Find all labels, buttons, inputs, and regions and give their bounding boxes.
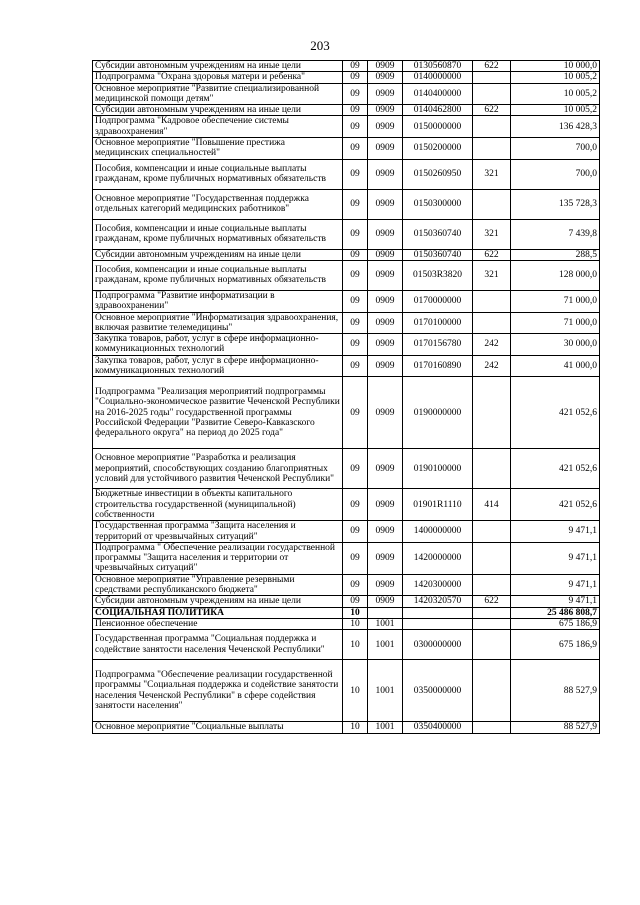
row-amount: 9 471,1: [511, 596, 600, 607]
row-name: Субсидии автономным учреждениям на иные цели: [93, 249, 343, 260]
row-expense-type: 321: [473, 159, 511, 189]
table-row: [93, 630, 600, 660]
table-row: [93, 105, 600, 116]
row-name: Основное мероприятие "Информатизация здравоохранения, включая развитие телемедицины": [93, 312, 343, 334]
row-section-code: 09: [343, 219, 368, 249]
row-section-code: 10: [343, 607, 368, 618]
row-subsection-code: 0909: [368, 219, 403, 249]
row-target-article: 0140462800: [403, 105, 473, 116]
row-expense-type: [473, 83, 511, 105]
row-subsection-code: 0909: [368, 249, 403, 260]
row-amount: 700,0: [511, 159, 600, 189]
row-section-code: 10: [343, 618, 368, 629]
table-row: [93, 290, 600, 312]
row-amount: 10 005,2: [511, 83, 600, 105]
row-target-article: 0350000000: [403, 660, 473, 722]
table-row: [93, 72, 600, 83]
row-expense-type: [473, 542, 511, 574]
row-target-article: 0170160890: [403, 355, 473, 377]
row-amount: 88 527,9: [511, 660, 600, 722]
row-subsection-code: 0909: [368, 138, 403, 160]
row-subsection-code: 0909: [368, 72, 403, 83]
row-expense-type: [473, 660, 511, 722]
row-section-code: 10: [343, 722, 368, 733]
row-amount: 421 052,6: [511, 489, 600, 521]
table-row: [93, 61, 600, 72]
row-name: Основное мероприятие "Развитие специализированной медицинской помощи детям": [93, 83, 343, 105]
row-expense-type: [473, 377, 511, 449]
table-row: [93, 618, 600, 629]
table-row: [93, 138, 600, 160]
row-expense-type: 622: [473, 249, 511, 260]
row-target-article: 0350400000: [403, 722, 473, 733]
row-expense-type: 321: [473, 260, 511, 290]
row-subsection-code: 1001: [368, 630, 403, 660]
row-target-article: 1400000000: [403, 521, 473, 543]
row-expense-type: 622: [473, 105, 511, 116]
table-row: [93, 722, 600, 733]
table-row: [93, 260, 600, 290]
row-amount: 10 005,2: [511, 105, 600, 116]
row-target-article: 01503R3820: [403, 260, 473, 290]
row-name: Основное мероприятие "Повышение престижа медицинских специальностей": [93, 138, 343, 160]
row-section-code: 09: [343, 596, 368, 607]
table-row: [93, 489, 600, 521]
row-expense-type: 242: [473, 334, 511, 356]
row-name: Государственная программа "Социальная поддержка и содействие занятости населения Чеченской Республики": [93, 630, 343, 660]
row-name: Основное мероприятие "Разработка и реализация мероприятий, способствующих созданию благоприятных условий для устойчивого развития Чеченской Республики": [93, 449, 343, 489]
table-row: [93, 334, 600, 356]
row-name: Подпрограмма "Кадровое обеспечение системы здравоохранения": [93, 116, 343, 138]
row-section-code: 09: [343, 105, 368, 116]
row-name: Основное мероприятие "Социальные выплаты: [93, 722, 343, 733]
row-name: Пособия, компенсации и иные социальные выплаты гражданам, кроме публичных нормативных обязательств: [93, 219, 343, 249]
table-row: [93, 249, 600, 260]
row-target-article: 0140000000: [403, 72, 473, 83]
row-subsection-code: 0909: [368, 83, 403, 105]
row-name: Подпрограмма "Реализация мероприятий подпрограммы "Социально-экономическое развитие Чеченской Республики на 2016-2025 годы" государственной программы Российской Федерации "Развитие Северо-Кавказского федерального округа" на период до 2025 года": [93, 377, 343, 449]
table-row: [93, 189, 600, 219]
row-target-article: 0150300000: [403, 189, 473, 219]
table-row: [93, 660, 600, 722]
row-target-article: 0130560870: [403, 61, 473, 72]
row-expense-type: [473, 449, 511, 489]
row-amount: 135 728,3: [511, 189, 600, 219]
row-expense-type: [473, 290, 511, 312]
row-target-article: 1420320570: [403, 596, 473, 607]
row-subsection-code: 0909: [368, 449, 403, 489]
row-section-code: 09: [343, 249, 368, 260]
row-subsection-code: 0909: [368, 377, 403, 449]
row-amount: 71 000,0: [511, 312, 600, 334]
row-expense-type: [473, 138, 511, 160]
row-target-article: [403, 618, 473, 629]
row-amount: 9 471,1: [511, 574, 600, 596]
row-name: Основное мероприятие "Управление резервными средствами республиканского бюджета": [93, 574, 343, 596]
table-row: [93, 159, 600, 189]
row-amount: 41 000,0: [511, 355, 600, 377]
row-expense-type: [473, 189, 511, 219]
row-expense-type: [473, 72, 511, 83]
row-name: Государственная программа "Защита населения и территорий от чрезвычайных ситуаций": [93, 521, 343, 543]
row-amount: 128 000,0: [511, 260, 600, 290]
row-amount: 88 527,9: [511, 722, 600, 733]
row-target-article: 0150360740: [403, 249, 473, 260]
row-expense-type: [473, 630, 511, 660]
row-expense-type: [473, 116, 511, 138]
row-target-article: 0190100000: [403, 449, 473, 489]
row-subsection-code: 0909: [368, 105, 403, 116]
row-name: Пособия, компенсации и иные социальные выплаты гражданам, кроме публичных нормативных обязательств: [93, 260, 343, 290]
row-name: Подпрограмма "Охрана здоровья матери и ребенка": [93, 72, 343, 83]
row-name: Подпрограмма "Развитие информатизации в здравоохранении": [93, 290, 343, 312]
row-expense-type: 242: [473, 355, 511, 377]
row-target-article: 0170000000: [403, 290, 473, 312]
row-name: Субсидии автономным учреждениям на иные цели: [93, 105, 343, 116]
row-amount: 675 186,9: [511, 618, 600, 629]
row-section-code: 09: [343, 116, 368, 138]
row-name: Субсидии автономным учреждениям на иные цели: [93, 596, 343, 607]
row-name: Подпрограмма "Обеспечение реализации государственной программы "Социальная поддержка и содействие занятости населения Чеченской Республики" в сфере содействия занятости населения": [93, 660, 343, 722]
row-section-code: 10: [343, 630, 368, 660]
row-name: СОЦИАЛЬНАЯ ПОЛИТИКА: [93, 607, 343, 618]
row-subsection-code: 0909: [368, 355, 403, 377]
row-expense-type: 414: [473, 489, 511, 521]
row-amount: 25 486 808,7: [511, 607, 600, 618]
row-target-article: 1420000000: [403, 542, 473, 574]
row-section-code: 09: [343, 189, 368, 219]
row-expense-type: [473, 574, 511, 596]
row-subsection-code: 0909: [368, 489, 403, 521]
row-target-article: 01901R1110: [403, 489, 473, 521]
row-section-code: 09: [343, 521, 368, 543]
row-target-article: 0300000000: [403, 630, 473, 660]
row-amount: 421 052,6: [511, 377, 600, 449]
row-amount: 7 439,8: [511, 219, 600, 249]
row-target-article: 1420300000: [403, 574, 473, 596]
row-name: Бюджетные инвестиции в объекты капитального строительства государственной (муниципальной) собственности: [93, 489, 343, 521]
row-name: Пособия, компенсации и иные социальные выплаты гражданам, кроме публичных нормативных обязательств: [93, 159, 343, 189]
row-name: Закупка товаров, работ, услуг в сфере информационно-коммуникационных технологий: [93, 334, 343, 356]
row-target-article: 0170100000: [403, 312, 473, 334]
row-section-code: 09: [343, 334, 368, 356]
row-target-article: 0170156780: [403, 334, 473, 356]
row-section-code: 09: [343, 260, 368, 290]
row-subsection-code: 0909: [368, 334, 403, 356]
row-target-article: 0150000000: [403, 116, 473, 138]
row-name: Пенсионное обеспечение: [93, 618, 343, 629]
row-subsection-code: 1001: [368, 618, 403, 629]
row-target-article: 0150260950: [403, 159, 473, 189]
row-amount: 9 471,1: [511, 521, 600, 543]
row-expense-type: [473, 607, 511, 618]
row-section-code: 09: [343, 542, 368, 574]
row-subsection-code: 0909: [368, 596, 403, 607]
row-target-article: 0150360740: [403, 219, 473, 249]
row-amount: 288,5: [511, 249, 600, 260]
row-section-code: 09: [343, 61, 368, 72]
row-expense-type: [473, 521, 511, 543]
row-target-article: 0190000000: [403, 377, 473, 449]
row-section-code: 09: [343, 290, 368, 312]
row-section-code: 09: [343, 574, 368, 596]
row-section-code: 09: [343, 355, 368, 377]
row-section-code: 09: [343, 449, 368, 489]
row-name: Закупка товаров, работ, услуг в сфере информационно-коммуникационных технологий: [93, 355, 343, 377]
row-amount: 9 471,1: [511, 542, 600, 574]
row-amount: 421 052,6: [511, 449, 600, 489]
row-subsection-code: 0909: [368, 159, 403, 189]
row-subsection-code: 0909: [368, 260, 403, 290]
row-target-article: [403, 607, 473, 618]
table-row: [93, 355, 600, 377]
row-section-code: 09: [343, 138, 368, 160]
row-section-code: 09: [343, 489, 368, 521]
row-amount: 675 186,9: [511, 630, 600, 660]
row-target-article: 0140400000: [403, 83, 473, 105]
table-row: [93, 521, 600, 543]
table-row: [93, 542, 600, 574]
row-expense-type: [473, 618, 511, 629]
row-name: Подпрограмма " Обеспечение реализации государственной программы "Защита населения и территории от чрезвычайных ситуаций": [93, 542, 343, 574]
row-expense-type: 321: [473, 219, 511, 249]
row-subsection-code: 0909: [368, 116, 403, 138]
budget-table-body: [93, 61, 600, 734]
table-row: [93, 83, 600, 105]
row-subsection-code: 0909: [368, 61, 403, 72]
row-subsection-code: [368, 607, 403, 618]
table-row: [93, 574, 600, 596]
row-amount: 71 000,0: [511, 290, 600, 312]
table-row: [93, 449, 600, 489]
table-row: [93, 607, 600, 618]
table-row: [93, 377, 600, 449]
row-expense-type: 622: [473, 61, 511, 72]
row-subsection-code: 0909: [368, 521, 403, 543]
table-row: [93, 116, 600, 138]
row-subsection-code: 0909: [368, 189, 403, 219]
row-amount: 10 005,2: [511, 72, 600, 83]
row-expense-type: [473, 312, 511, 334]
row-section-code: 10: [343, 660, 368, 722]
table-row: [93, 596, 600, 607]
row-subsection-code: 0909: [368, 312, 403, 334]
row-section-code: 09: [343, 312, 368, 334]
table-row: [93, 312, 600, 334]
row-subsection-code: 1001: [368, 722, 403, 733]
row-subsection-code: 0909: [368, 290, 403, 312]
row-section-code: 09: [343, 83, 368, 105]
page-number: 203: [310, 38, 330, 53]
table-row: [93, 219, 600, 249]
row-expense-type: 622: [473, 596, 511, 607]
budget-table: [92, 60, 600, 734]
row-section-code: 09: [343, 377, 368, 449]
row-amount: 10 000,0: [511, 61, 600, 72]
row-section-code: 09: [343, 159, 368, 189]
row-section-code: 09: [343, 72, 368, 83]
row-target-article: 0150200000: [403, 138, 473, 160]
row-name: Субсидии автономным учреждениям на иные цели: [93, 61, 343, 72]
row-subsection-code: 0909: [368, 574, 403, 596]
row-subsection-code: 1001: [368, 660, 403, 722]
row-expense-type: [473, 722, 511, 733]
row-name: Основное мероприятие "Государственная поддержка отдельных категорий медицинских работников": [93, 189, 343, 219]
row-amount: 136 428,3: [511, 116, 600, 138]
row-subsection-code: 0909: [368, 542, 403, 574]
row-amount: 700,0: [511, 138, 600, 160]
row-amount: 30 000,0: [511, 334, 600, 356]
